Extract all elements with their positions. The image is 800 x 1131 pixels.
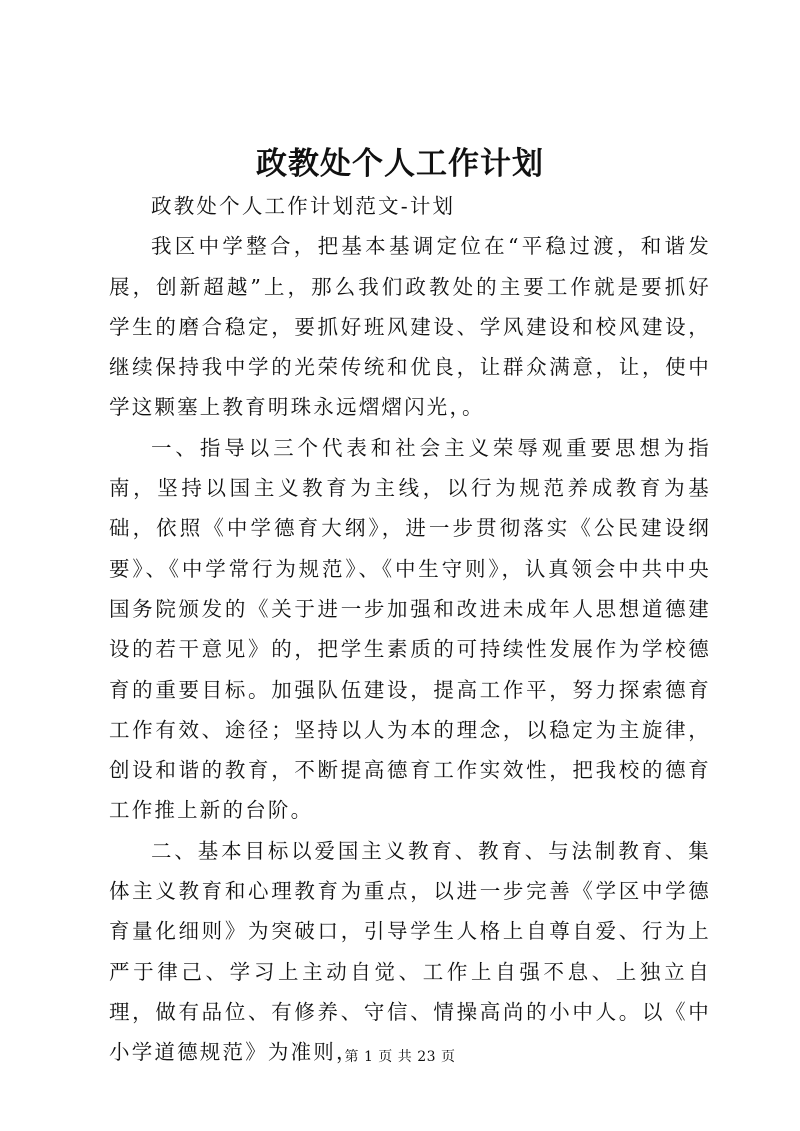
- intro-paragraph: 我区中学整合，把基本基调定位在“平稳过渡，和谐发展，创新超越”上，那么我们政教处的主要工作就是要抓好学生的磨合稳定，要抓好班风建设、学风建设和校风建设，继续保持我中学的光荣传统和优良，让群众满意，让，使中学这颗塞上教育明珠永远熠熠闪光，。: [109, 234, 711, 420]
- goals-paragraph: 二、基本目标以爱国主义教育、教育、与法制教育、集体主义教育和心理教育为重点，以进一步完善《学区中学德育量化细则》为突破口，引导学生人格上自尊自爱、行为上严于律己、学习上主动自觉、工作上自强不息、上独立自理，做有品位、有修养、守信、情操高尚的小中人。以《中小学道德规范》为准则，: [109, 838, 711, 1065]
- document-body: [109, 186, 711, 1073]
- page-number-footer: 第 1 页 共 23 页: [344, 1049, 456, 1065]
- document-title: 政教处个人工作计划: [256, 146, 544, 182]
- subtitle-paragraph: 政教处个人工作计划范文-计划: [151, 194, 456, 218]
- guidance-paragraph: 一、指导以三个代表和社会主义荣辱观重要思想为指南，坚持以国主义教育为主线，以行为规范养成教育为基础，依照《中学德育大纲》，进一步贯彻落实《公民建设纲要》、《中学常行为规范》、《中生守则》，认真领会中共中央国务院颁发的《关于进一步加强和改进未成年人思想道德建设的若干意见》的，把学生素质的可持续性发展作为学校德育的重要目标。加强队伍建设，提高工作平，努力探索德育工作有效、途径；坚持以人为本的理念，以稳定为主旋律，创设和谐的教育，不断提高德育工作实效性，把我校的德育工作推上新的台阶。: [109, 435, 711, 823]
